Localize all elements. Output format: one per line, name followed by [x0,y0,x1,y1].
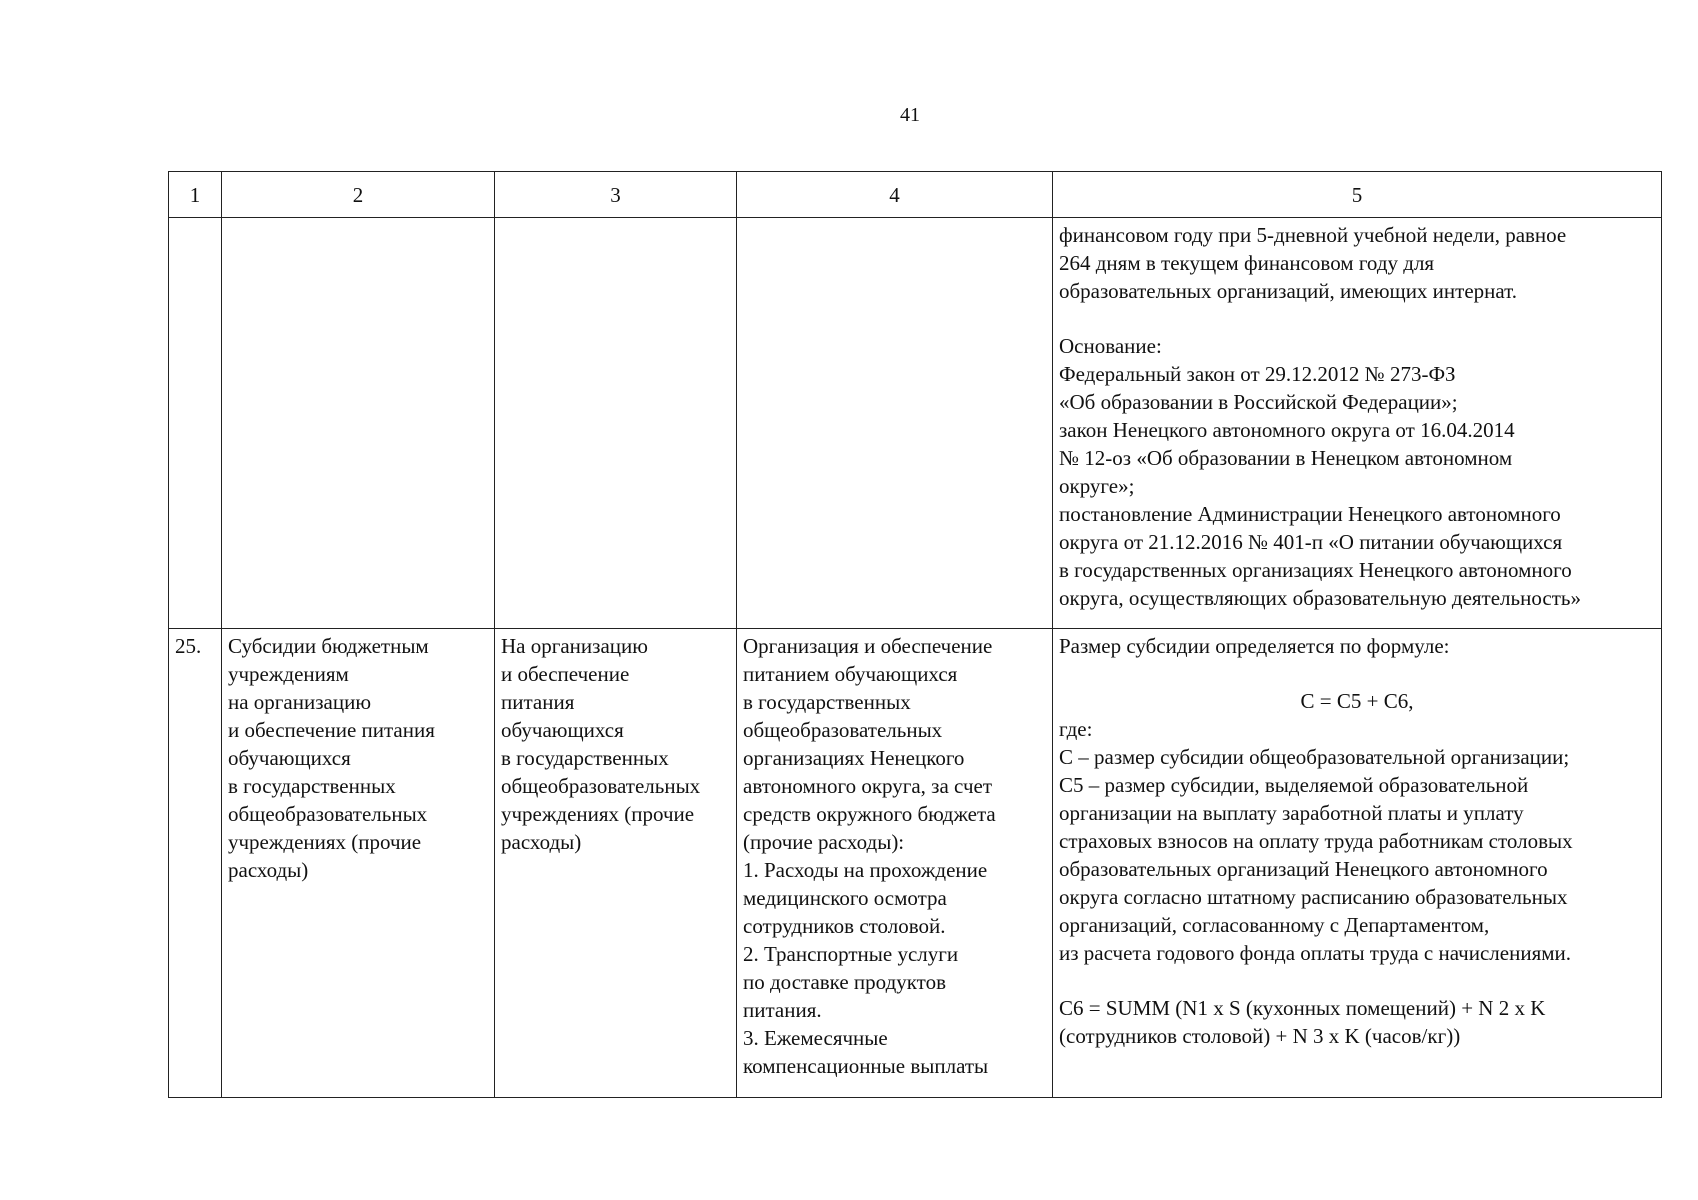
header-col-5: 5 [1053,172,1662,218]
header-row [169,172,1662,218]
continuation-text-part1: финансовом году при 5-дневной учебной недели, равное 264 дням в текущем финансовом году для образовательных организаций, имеющих интернат. [1059,223,1567,303]
row-25-col-2: Субсидии бюджетным учреждениям на организацию и обеспечение питания обучающихся в государственных общеобразовательных учреждениях (прочие расходы) [222,629,495,1098]
header-col-3: 3 [495,172,737,218]
continuation-col-3 [495,218,737,629]
continuation-col-5 [1053,218,1662,629]
continuation-col-4 [737,218,1053,629]
table-row-continuation [169,218,1662,629]
document-table [168,171,1662,1098]
formula-c6: С6 = SUMM (N1 x S (кухонных помещений) + N 2 x K (сотрудников столовой) + N 3 x K (часов/кг)) [1059,996,1546,1048]
formula-c: С = С5 + С6, [1300,689,1414,713]
row-number: 25. [169,629,222,1098]
page-number: 41 [900,104,920,126]
paragraph-gap [1059,967,1655,994]
formula-intro: Размер субсидии определяется по формуле: [1059,634,1450,658]
header-col-4: 4 [737,172,1053,218]
row-25-col-3: На организацию и обеспечение питания обучающихся в государственных общеобразовательных учреждениях (прочие расходы) [495,629,737,1098]
continuation-col-1 [169,218,222,629]
paragraph-gap [1059,660,1655,687]
basis-text: Основание: Федеральный закон от 29.12.2012 № 273-ФЗ «Об образовании в Российской Федерации»; закон Ненецкого автономного округа от 16.04.2014 № 12-оз «Об образовании в Ненецком автономном округе»; постановление Администрации Ненецкого автономного округа от 21.12.2016 № 401-п «О питании обучающихся в государственных организациях Ненецкого автономного округа, осуществляющих образовательную деятельность» [1059,334,1581,610]
row-25-col-4: Организация и обеспечение питанием обучающихся в государственных общеобразовательных организациях Ненецкого автономного округа, за счет средств окружного бюджета (прочие расходы): 1. Расходы на прохождение медицинского осмотра сотрудников столовой. 2. Транспортные услуги по доставке продуктов питания. 3. Ежемесячные компенсационные выплаты [737,629,1053,1098]
formula-definitions: где: С – размер субсидии общеобразовательной организации; С5 – размер субсидии, выделяемой образовательной организации на выплату заработной платы и уплату страховых взносов на оплату труда работникам столовых образовательных организаций Ненецкого автономного округа согласно штатному расписанию образовательных организаций, согласованному с Департаментом, из расчета годового фонда оплаты труда с начислениями. [1059,717,1573,965]
paragraph-gap [1059,305,1655,332]
header-col-2: 2 [222,172,495,218]
table-row-25 [169,629,1662,1098]
header-col-1: 1 [169,172,222,218]
continuation-col-2 [222,218,495,629]
row-25-col-5 [1053,629,1662,1098]
table-header [169,172,1662,218]
